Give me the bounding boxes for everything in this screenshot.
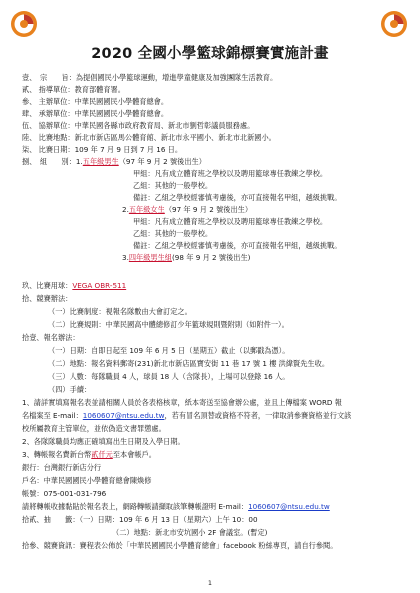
group-b-desc: 乙組：其他的一般學校。 — [133, 181, 213, 190]
section-host: 肆、 承辦單位：中華民國國民小學體育總會。 — [22, 109, 169, 118]
section-divisions: 捌、 組 別：1.五年級男生（97 年 9 月 2 號後出生） — [22, 157, 206, 166]
procedure-step-1-penalty: 校所屬教育主管單位，並依偽造文書罪懲處。 — [22, 424, 166, 433]
account-number: 帳號：075-001-031-796 — [22, 489, 107, 498]
registration-headcount: （三）人數：每隊職員 4 人，球員 18 人（含隊長），上場可以登錄 16 人。 — [48, 372, 290, 381]
section-dates: 柒、 比賽日期：109 年 7 月 9 日到 7 月 16 日。 — [22, 145, 183, 154]
section-purpose: 壹、 宗 旨：為提倡國民小學籃球運動，增進學童健康及加強團隊生活教育。 — [22, 73, 278, 82]
division-2: 2.五年級女生（97 年 9 月 2 號後出生） — [122, 205, 253, 214]
division-note: 備註：乙組之學校經審慎考慮後，亦可直接報名甲組，越級挑戰。 — [133, 241, 342, 250]
section-ball: 玖、比賽用球：VEGA OBR-511 — [22, 281, 127, 290]
section-organizer: 參、 主辦單位：中華民國國民小學體育總會。 — [22, 97, 169, 106]
group-a-desc: 甲組：凡有成立體育班之學校以及聘用籃球專任教練之學校。 — [133, 169, 328, 178]
procedure-step-1: 1、請詳實填寫報名表並請相關人員於各表格核章，紙本寄送至協會辦公處，並且上傳檔案 WORD 報 — [22, 398, 342, 407]
section-venue: 陸、 比賽地點：新北市新店區馬公體育館、新北市永平國小、新北市北新國小。 — [22, 133, 276, 142]
association-logo-left — [10, 10, 38, 38]
fee-amount: 貳仟元 — [91, 450, 113, 459]
official-ball-model: VEGA OBR-511 — [72, 281, 127, 290]
procedure-step-3: 3、轉帳報名費新台幣貳仟元至本會帳戶。 — [22, 450, 156, 459]
transfer-proof-note: 請將轉帳收據黏貼於報名表上，網路轉帳請擷取該筆轉帳證明 E-mail：1060607@ntsu.edu.tw — [22, 502, 330, 511]
section-rules: 拾、競賽辦法： — [22, 294, 73, 303]
section-guiding-unit: 貳、 指導單位：教育部體育署。 — [22, 85, 125, 94]
bank-name: 銀行：台灣銀行新店分行 — [22, 463, 102, 472]
section-draw: 拾貳、抽 籤：（一）日期：109 年 6 月 13 日（星期六）上午 10：00 — [22, 515, 258, 524]
email-link[interactable]: 1060607@ntsu.edu.tw — [248, 502, 330, 511]
group-b-desc: 乙組：其他的一般學校。 — [133, 229, 213, 238]
division-grade5-boys: 五年級男生 — [82, 157, 119, 166]
email-link[interactable]: 1060607@ntsu.edu.tw — [82, 411, 165, 420]
section-registration: 拾壹、報名辦法： — [22, 333, 80, 342]
rules-regulations: （二）比賽規則：中華民國高中體總修訂少年籃球規則暨附則（如附件一）。 — [48, 320, 289, 329]
group-a-desc: 甲組：凡有成立體育班之學校以及聘用籃球專任教練之學校。 — [133, 217, 328, 226]
registration-address: （二）地點：報名資料郵寄(231)新北市新店區寶安街 11 巷 17 號 1 樓 洪緯賢先生收。 — [48, 359, 330, 368]
procedure-step-2: 2、各隊隊職員均應正確填寫出生日期及入學日期。 — [22, 437, 185, 446]
procedure-step-1-email: 名檔案至 E-mail：1060607@ntsu.edu.tw，若有冒名頂替或資格不符者，一律取消參賽資格並行文該 — [22, 411, 352, 420]
registration-procedure: （四）手續： — [48, 385, 92, 394]
division-grade5-girls: 五年級女生 — [128, 205, 165, 214]
association-logo-right — [380, 10, 408, 38]
division-note: 備註：乙組之學校經審慎考慮後，亦可直接報名甲組，越級挑戰。 — [133, 193, 342, 202]
section-info: 拾參、競賽資訊：賽程表公佈於「中華民國國民小學體育總會」facebook 粉絲專頁，請自行參閱。 — [22, 541, 338, 550]
document-title: 2020 全國小學籃球錦標賽實施計畫 — [91, 46, 329, 62]
draw-location: （二）地點：新北市安坑國小 2F 會議室。(暫定) — [112, 528, 268, 537]
registration-date: （一）日期：自即日起至 109 年 6 月 5 日（星期五）截止（以郵戳為憑）。 — [48, 346, 290, 355]
division-3: 3.四年級男生組(98 年 9 月 2 號後出生) — [122, 253, 251, 262]
section-co-organizer: 伍、 協辦單位：中華民國各縣市政府教育局、新北市劉哲彰議員服務處。 — [22, 121, 255, 130]
division-grade4-boys: 四年級男生組 — [128, 253, 172, 262]
page-number: 1 — [207, 579, 213, 587]
rules-system: （一）比賽制度：視報名隊數由大會訂定之。 — [48, 307, 192, 316]
account-name: 戶名：中華民國國民小學體育總會陳煥修 — [22, 476, 152, 485]
